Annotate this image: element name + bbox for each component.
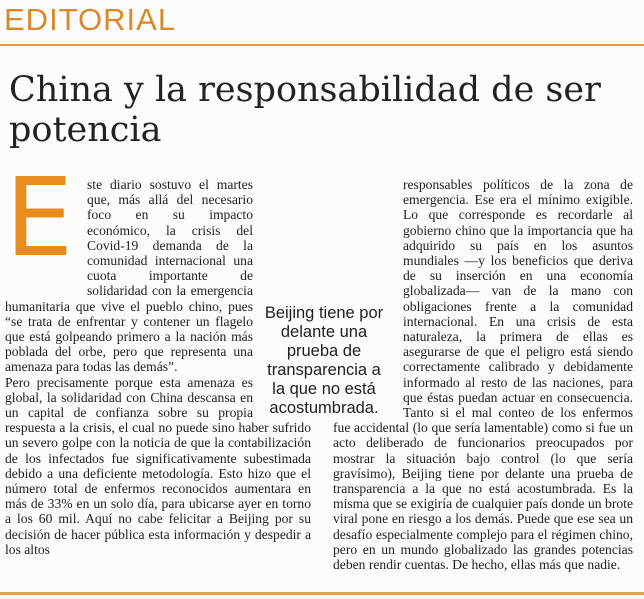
drop-cap: E (5, 156, 74, 281)
paragraph-1: ste diario sostuvo el martes que, más allá del necesario foco en su impacto económico, la crisis del Covid-19 demanda de la comunidad internacional una cuota importante de solidaridad con la emergencia humanitaria que vive el pueblo chino, pues “se trata de enfrentar y contener un flagelo que está golpeando primero a la nación más poblada del orbe, pero que representa una amenaza para todas las demás”. (5, 177, 253, 375)
paragraph-2: Pero precisamente porque esta amenaza es global, la solidaridad con China descansa en un capital de confianza sobre su propia respuesta a la crisis, el cual no puede sino haber sufrido un severo golpe con la noticia de que la contabilización de los infectados fue significativamente subestimada debido a una deficiente metodología. Esto hizo que el número total de enfermos reconocidos aumentara en más de 33% en un solo día, para ubicarse ayer en torno a los 60 mil. Aquí no cabe felicitar a Beijing por su decisión de hacer pública esta información y despedir a los altos (5, 374, 311, 557)
section-label: EDITORIAL (4, 2, 177, 37)
bottom-rule (0, 592, 644, 595)
paragraph-3: responsables políticos de la zona de emergencia. Ese era el mínimo exigible. Lo que corresponde es recordarle al gobierno chino que la importancia que ha adquirido su país en los asuntos mundiales —y los beneficios que deriva de su inserción en una economía globalizada— van de la mano con obligaciones frente a la comunidad internacional. En una crisis de esta naturaleza, la primera de ellas es asegurarse de que el peligro está siendo correctamente calibrado y debidamente informado al resto de las naciones, para que éstas puedan actuar en consecuencia. Tanto si el mal conteo de los enfermos fue accidental (lo que sería lamentable) como si fue un acto deliberado de funcionarios preocupados por mostrar la situación bajo control (lo que sería gravísimo), Beijing tiene por delante una prueba de transparencia a la que no está acostumbrada. Es la misma que se exigiría de cualquier país donde un brote viral pone en riesgo a los demás. Puede que ese sea un desafío especialmente complejo para el régimen chino, pero en un mundo globalizado las grandes potencias deben rendir cuentas. De hecho, ellas más que nadie. (333, 177, 633, 573)
top-rule (0, 44, 644, 46)
pull-quote: Beijing tiene por delante una prueba de transparencia a la que no está acostumbrada. (264, 304, 384, 417)
headline: China y la responsabilidad de ser potencia (9, 70, 601, 150)
